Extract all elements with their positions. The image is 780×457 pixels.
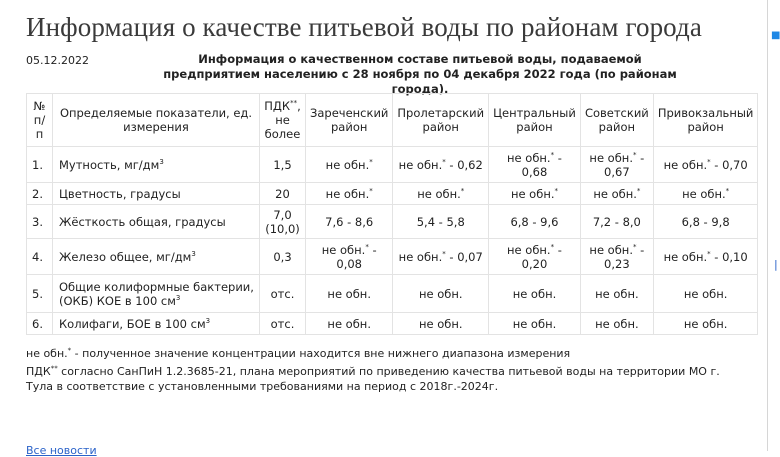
header-pdk-suffix: , не более <box>264 99 301 141</box>
value-text: не обн. <box>589 150 633 165</box>
value-sup: * <box>550 150 555 159</box>
table-row <box>27 239 758 275</box>
all-news-link[interactable]: Все новости <box>26 444 97 457</box>
value-text: не обн. <box>325 157 370 172</box>
row-pdk: отс. <box>260 275 306 313</box>
water-quality-table <box>26 93 758 335</box>
value-privokzalny <box>653 205 758 239</box>
value-text: не обн. <box>507 242 551 257</box>
value-tail: - 0,68 <box>521 150 562 179</box>
value-tail: - 0,70 <box>710 157 748 172</box>
value-proletarsky <box>393 239 489 275</box>
value-sup: * <box>632 242 637 251</box>
indicator-unit-sup: 3 <box>205 316 211 325</box>
row-pdk: отс. <box>260 313 306 335</box>
report-date: 05.12.2022 <box>26 54 89 67</box>
value-sovetsky <box>580 147 653 183</box>
row-pdk: 0,3 <box>260 239 306 275</box>
header-district-centralny: Центральный район <box>489 94 581 147</box>
subtitle-line-2: предприятием населению с 28 ноября по 04 декабря 2022 года (по районам города). <box>163 67 677 96</box>
value-sup: * <box>632 150 637 159</box>
row-indicator <box>53 313 260 335</box>
value-sup: * <box>636 186 641 195</box>
value-zarechensky <box>306 205 393 239</box>
header-district-proletarsky: Пролетарский район <box>393 94 489 147</box>
table-header-row <box>27 94 758 147</box>
value-text: не обн. <box>663 249 708 264</box>
value-sovetsky <box>580 313 653 335</box>
row-pdk: 7,0 (10,0) <box>260 205 306 239</box>
value-tail: - 0,08 <box>336 242 377 271</box>
value-text: не обн. <box>512 316 557 331</box>
row-number: 1. <box>27 147 53 183</box>
value-proletarsky <box>393 275 489 313</box>
value-sovetsky <box>580 239 653 275</box>
value-text: 6,8 - 9,6 <box>510 214 559 229</box>
footnote-2-line-2: Тула в соответствие с установленными требованиями на период с 2018г.-2024г. <box>26 380 499 393</box>
value-text: не обн. <box>398 249 443 264</box>
row-indicator <box>53 183 260 205</box>
value-tail: - 0,20 <box>521 242 562 271</box>
row-indicator <box>53 147 260 183</box>
value-text: не обн. <box>593 186 637 201</box>
value-zarechensky <box>306 275 393 313</box>
value-text: не обн. <box>325 186 370 201</box>
value-sup: * <box>369 186 373 195</box>
value-text: не обн. <box>595 316 639 331</box>
value-privokzalny <box>653 239 758 275</box>
value-text: не обн. <box>510 186 555 201</box>
value-text: не обн. <box>595 286 639 301</box>
row-number: 4. <box>27 239 53 275</box>
row-indicator <box>53 239 260 275</box>
value-zarechensky <box>306 147 393 183</box>
table-row <box>27 275 758 313</box>
header-pdk-label: ПДК <box>264 99 291 113</box>
value-text: не обн. <box>417 186 461 201</box>
value-privokzalny <box>653 183 758 205</box>
footnote-2-line-1: согласно СанПиН 1.2.3685-21, плана мероприятий по приведению качества питьевой воды на территории МО г. <box>57 365 720 378</box>
value-proletarsky <box>393 205 489 239</box>
table-row <box>27 205 758 239</box>
right-sidebar-edge <box>767 0 780 451</box>
value-text: не обн. <box>418 316 463 331</box>
row-pdk: 1,5 <box>260 147 306 183</box>
value-sup: * <box>460 186 465 195</box>
value-text: не обн. <box>321 242 366 257</box>
header-district-sovetsky: Советский район <box>580 94 653 147</box>
table-row <box>27 313 758 335</box>
value-text: не обн. <box>683 316 728 331</box>
value-centralny <box>489 313 581 335</box>
value-privokzalny <box>653 313 758 335</box>
value-text: 7,6 - 8,6 <box>325 214 374 229</box>
indicator-text: Цветность, градусы <box>59 186 181 201</box>
value-sup: * <box>550 242 555 251</box>
value-text: не обн. <box>682 186 726 201</box>
value-zarechensky <box>306 313 393 335</box>
subtitle-line-1: Информация о качественном составе питьевой воды, подаваемой <box>198 52 642 66</box>
value-centralny <box>489 147 581 183</box>
value-text: не обн. <box>512 286 557 301</box>
indicator-text: Колифаги, БОЕ в 100 см <box>59 316 206 331</box>
value-text: 6,8 - 9,8 <box>681 214 730 229</box>
value-centralny <box>489 183 581 205</box>
row-number: 3. <box>27 205 53 239</box>
value-proletarsky <box>393 313 489 335</box>
value-sup: * <box>707 249 711 258</box>
value-text: не обн. <box>418 286 463 301</box>
value-privokzalny <box>653 147 758 183</box>
report-subtitle <box>150 52 690 97</box>
footnote-1 <box>26 346 720 361</box>
indicator-unit-sup: 3 <box>191 249 196 258</box>
header-indicator: Определяемые показатели, ед. измерения <box>53 94 260 147</box>
value-sup: * <box>365 242 369 251</box>
value-text: не обн. <box>683 286 728 301</box>
indicator-text: Железо общее, мг/дм <box>59 249 192 264</box>
footnotes <box>26 346 720 394</box>
footnote-1-text: - полученное значение концентрации находится вне нижнего диапазона измерения <box>71 347 571 360</box>
value-text: не обн. <box>327 286 371 301</box>
value-tail: - 0,07 <box>445 249 483 264</box>
value-sovetsky <box>580 275 653 313</box>
row-number: 5. <box>27 275 53 313</box>
header-district-zarechensky: Зареченский район <box>306 94 393 147</box>
header-pdk-sup: ** <box>290 99 298 108</box>
value-text: не обн. <box>663 157 708 172</box>
value-text: не обн. <box>327 316 371 331</box>
value-sup: * <box>442 249 446 258</box>
row-pdk: 20 <box>260 183 306 205</box>
sidebar-edge-icon[interactable]: ■ <box>771 30 780 41</box>
footnote-2-prefix: ПДК <box>26 365 51 378</box>
value-text: 5,4 - 5,8 <box>416 214 465 229</box>
value-text: 7,2 - 8,0 <box>592 214 641 229</box>
value-sup: * <box>369 157 373 166</box>
value-sovetsky <box>580 205 653 239</box>
indicator-text: Мутность, мг/дм <box>59 157 160 172</box>
footnote-1-prefix: не обн. <box>26 347 68 360</box>
value-proletarsky <box>393 147 489 183</box>
page-title: Информация о качестве питьевой воды по районам города <box>26 12 702 42</box>
indicator-unit-sup: 3 <box>159 157 164 166</box>
value-text: не обн. <box>589 242 633 257</box>
header-district-privokzalny: Привокзальный район <box>653 94 758 147</box>
row-indicator <box>53 205 260 239</box>
table-row <box>27 183 758 205</box>
value-proletarsky <box>393 183 489 205</box>
value-sovetsky <box>580 183 653 205</box>
row-number: 6. <box>27 313 53 335</box>
value-centralny <box>489 275 581 313</box>
indicator-text: Жёсткость общая, градусы <box>59 214 226 229</box>
value-text: не обн. <box>507 150 551 165</box>
value-centralny <box>489 239 581 275</box>
header-num: № п/п <box>27 94 53 147</box>
value-sup: * <box>442 157 446 166</box>
footnote-2 <box>26 364 720 394</box>
header-pdk <box>260 94 306 147</box>
footnote-1-sup: * <box>67 346 72 355</box>
footnote-2-sup: ** <box>50 364 58 373</box>
value-tail: - 0,62 <box>445 157 483 172</box>
value-privokzalny <box>653 275 758 313</box>
value-sup: * <box>554 186 558 195</box>
row-number: 2. <box>27 183 53 205</box>
value-zarechensky <box>306 239 393 275</box>
value-centralny <box>489 205 581 239</box>
value-tail: - 0,23 <box>604 242 645 271</box>
value-text: не обн. <box>398 157 443 172</box>
row-indicator <box>53 275 260 313</box>
value-sup: * <box>725 186 730 195</box>
value-zarechensky <box>306 183 393 205</box>
table-row <box>27 147 758 183</box>
indicator-unit-sup: 3 <box>175 293 181 302</box>
value-sup: * <box>707 157 711 166</box>
value-tail: - 0,67 <box>604 150 645 179</box>
indicator-text: Общие колиформные бактерии, (ОКБ) КОЕ в 100 см <box>59 279 254 308</box>
value-tail: - 0,10 <box>710 249 748 264</box>
sidebar-edge-link[interactable]: | <box>774 258 778 271</box>
